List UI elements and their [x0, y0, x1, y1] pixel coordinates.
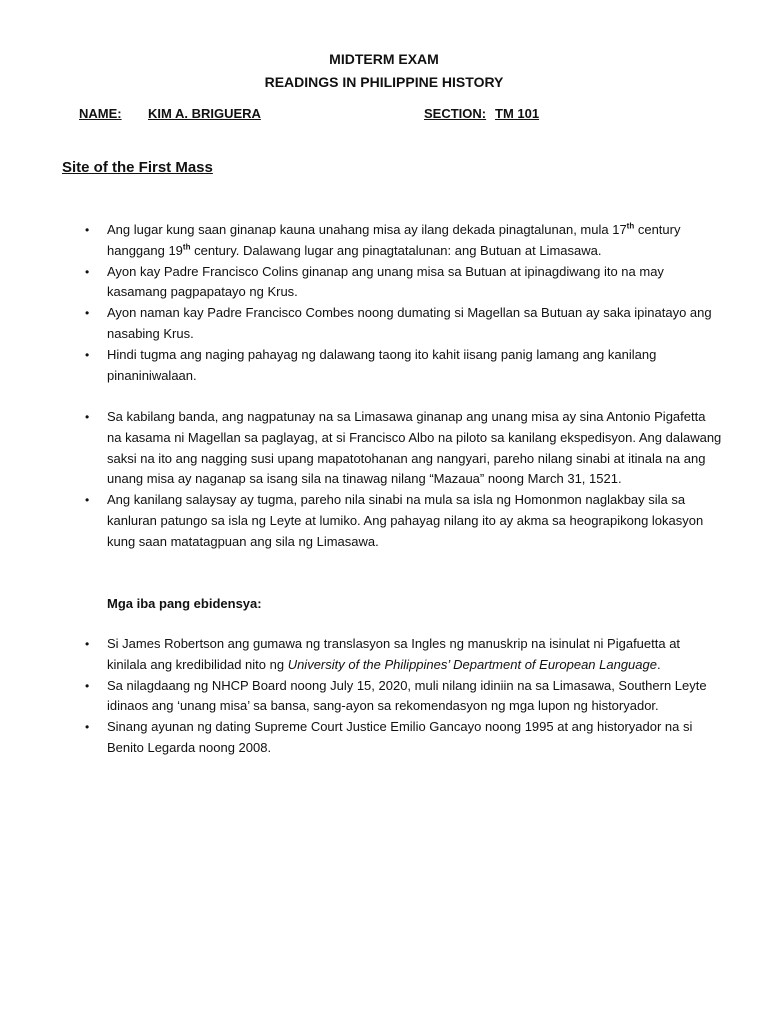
list-item: • Ayon naman kay Padre Francisco Combes noong dumating si Magellan sa Butuan ay saka ipinatayo ang nasabing Krus.: [85, 305, 712, 341]
list-item: • Sa kabilang banda, ang nagpatunay na sa Limasawa ginanap ang unang misa ay sina Antonio Pigafetta na kasama ni Magellan sa paglayag, at si Francisco Albo na piloto sa kanilang ekspedisyon. Ang dalawang saksi na ito ang nagging susi upang mapatotohanan ang nangyari, pareho nilang sinabi at itinala na ang unang misa ay naganap sa isang sila na tinawag nilang “Mazaua” noong March 31, 1521.: [85, 409, 722, 487]
list-item: • Sa nilagdaang ng NHCP Board noong July 15, 2020, muli nilang idiniin na sa Limasawa, Southern Leyte idinaos ang ‘unang misa’ sa bansa, sang-ayon sa rekomendasyon ng mga lupon ng historyador.: [85, 677, 707, 714]
bullet-icon: •: [85, 306, 90, 321]
course-title: READINGS IN PHILIPPINE HISTORY: [264, 74, 504, 90]
bullet-icon: •: [85, 223, 90, 237]
bullet-icon: •: [85, 410, 90, 424]
name-label: NAME:: [79, 106, 122, 121]
bullet-icon: •: [85, 493, 90, 508]
bullet-icon: •: [85, 264, 90, 279]
exam-title: MIDTERM EXAM: [329, 51, 439, 67]
name-value: KIM A. BRIGUERA: [148, 106, 261, 121]
section-label: SECTION:: [424, 106, 487, 121]
list-item: • Ang lugar kung saan ginanap kauna unahang misa ay ilang dekada pinagtalunan, mula 17th century hanggang 19th century. Dalawang lugar ang pinagtatalunan: ang Butuan at Limasawa.: [85, 221, 681, 258]
bullet-list-limasawa: [0, 407, 768, 553]
list-item: • Si James Robertson ang gumawa ng translasyon sa Ingles ng manuskrip na isinulat ni Pigafuetta at kinilala ang kredibilidad nito ng University of the Philippines’ Department of European Language.: [85, 636, 681, 672]
list-item: • Ayon kay Padre Francisco Colins ginanap ang unang misa sa Butuan at ipinagdiwang ito na may kasamang pagpapatayo ng Krus.: [85, 263, 664, 300]
list-item: • Ang kanilang salaysay ay tugma, pareho nila sinabi na mula sa isla ng Homonmon naglakbay sila sa kanluran patungo sa isla ng Leyte at lumiko. Ang pahayag nilang ito ay akma sa heograpikong lokasyon kung saan matatagpuan ang sila ng Limasawa.: [85, 492, 704, 549]
list-item: • Sinang ayunan ng dating Supreme Court Justice Emilio Gancayo noong 1995 at ang historyador na si Benito Legarda noong 2008.: [85, 719, 693, 755]
bullet-list-claims: [0, 220, 768, 386]
evidence-heading: Mga iba pang ebidensya:: [107, 596, 262, 611]
bullet-icon: •: [85, 637, 90, 651]
section-heading: Site of the First Mass: [62, 159, 213, 176]
list-item: • Hindi tugma ang naging pahayag ng dalawang taong ito kahit iisang panig lamang ang kanilang pinaniniwalaan.: [85, 346, 657, 383]
bullet-icon: •: [85, 678, 90, 693]
section-value: TM 101: [495, 106, 540, 121]
bullet-icon: •: [85, 347, 90, 362]
bullet-icon: •: [85, 720, 90, 735]
bullet-list-evidence: [0, 634, 768, 759]
